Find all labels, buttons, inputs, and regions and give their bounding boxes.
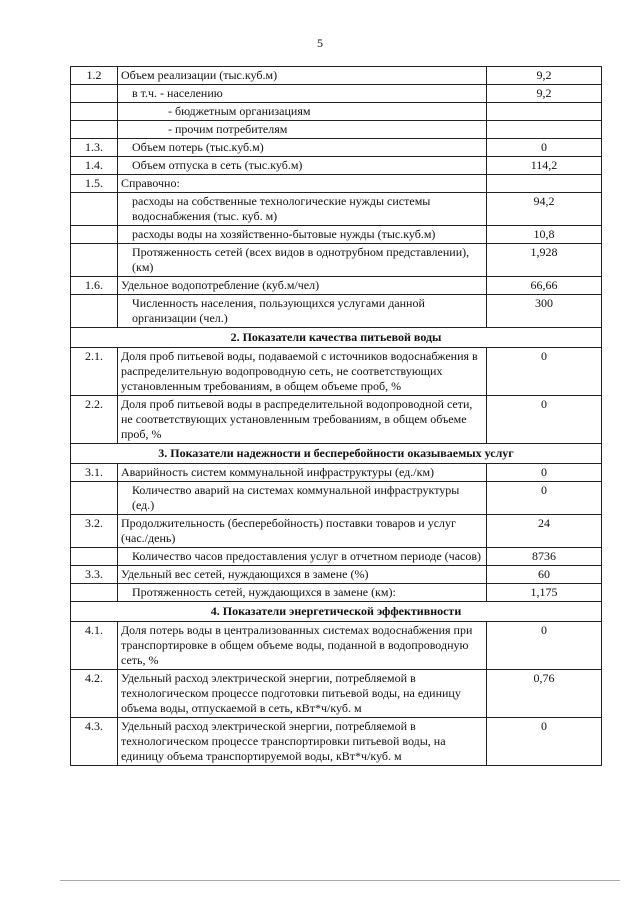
table-row xyxy=(71,67,602,85)
row-value: 0 xyxy=(487,718,602,766)
row-value: 114,2 xyxy=(487,157,602,175)
row-number xyxy=(71,121,118,139)
table-row xyxy=(71,348,602,396)
row-description: Доля потерь воды в централизованных системах водоснабжения при транспортировке в общем объеме воды, поданной в водопроводную сеть, % xyxy=(118,622,487,670)
row-number: 4.3. xyxy=(71,718,118,766)
row-value: 300 xyxy=(487,295,602,328)
section-header-row xyxy=(71,328,602,348)
row-description: Количество часов предоставления услуг в отчетном периоде (часов) xyxy=(118,548,487,566)
table-row xyxy=(71,277,602,295)
table-row xyxy=(71,244,602,277)
table-row xyxy=(71,670,602,718)
section-header-row xyxy=(71,444,602,464)
row-value: 1,175 xyxy=(487,584,602,602)
table-row xyxy=(71,226,602,244)
row-description: Удельный расход электрической энергии, потребляемой в технологическом процессе подготовки питьевой воды, на единицу объема воды, отпускаемой в сеть, кВт*ч/куб. м xyxy=(118,670,487,718)
table-row xyxy=(71,139,602,157)
row-number: 3.2. xyxy=(71,515,118,548)
row-number: 1.4. xyxy=(71,157,118,175)
table-row xyxy=(71,566,602,584)
section-title: 3. Показатели надежности и бесперебойности оказываемых услуг xyxy=(71,444,602,464)
row-value: 0 xyxy=(487,622,602,670)
table-row xyxy=(71,584,602,602)
row-number: 1.6. xyxy=(71,277,118,295)
row-value: 0 xyxy=(487,348,602,396)
row-value xyxy=(487,175,602,193)
row-description: Численность населения, пользующихся услугами данной организации (чел.) xyxy=(118,295,487,328)
row-description: Количество аварий на системах коммунальной инфраструктуры (ед.) xyxy=(118,482,487,515)
row-number: 2.2. xyxy=(71,396,118,444)
row-value xyxy=(487,103,602,121)
row-number: 1.3. xyxy=(71,139,118,157)
row-description: расходы воды на хозяйственно-бытовые нужды (тыс.куб.м) xyxy=(118,226,487,244)
row-value: 1,928 xyxy=(487,244,602,277)
row-number: 3.1. xyxy=(71,464,118,482)
row-value: 0 xyxy=(487,396,602,444)
row-number xyxy=(71,244,118,277)
row-description: Объем потерь (тыс.куб.м) xyxy=(118,139,487,157)
row-number xyxy=(71,482,118,515)
row-number: 2.1. xyxy=(71,348,118,396)
table-row xyxy=(71,103,602,121)
row-value: 60 xyxy=(487,566,602,584)
row-value: 8736 xyxy=(487,548,602,566)
row-description: Удельный вес сетей, нуждающихся в замене (%) xyxy=(118,566,487,584)
table-row xyxy=(71,718,602,766)
row-number xyxy=(71,193,118,226)
row-number xyxy=(71,548,118,566)
row-value: 9,2 xyxy=(487,67,602,85)
row-number: 4.2. xyxy=(71,670,118,718)
row-value: 10,8 xyxy=(487,226,602,244)
indicators-table-body xyxy=(71,67,602,766)
table-row xyxy=(71,548,602,566)
row-number: 1.2 xyxy=(71,67,118,85)
row-value: 0 xyxy=(487,139,602,157)
row-value: 94,2 xyxy=(487,193,602,226)
table-row xyxy=(71,396,602,444)
row-description: Справочно: xyxy=(118,175,487,193)
row-description: в т.ч. - населению xyxy=(118,85,487,103)
section-title: 4. Показатели энергетической эффективности xyxy=(71,602,602,622)
section-header-row xyxy=(71,602,602,622)
row-description: Протяженность сетей, нуждающихся в замене (км): xyxy=(118,584,487,602)
table-row xyxy=(71,515,602,548)
row-number xyxy=(71,226,118,244)
row-description: - бюджетным организациям xyxy=(118,103,487,121)
row-value: 0 xyxy=(487,482,602,515)
row-description: Продолжительность (бесперебойность) поставки товаров и услуг (час./день) xyxy=(118,515,487,548)
row-number xyxy=(71,584,118,602)
row-value: 66,66 xyxy=(487,277,602,295)
row-value: 0 xyxy=(487,464,602,482)
row-description: Объем отпуска в сеть (тыс.куб.м) xyxy=(118,157,487,175)
row-description: Протяженность сетей (всех видов в однотрубном представлении), (км) xyxy=(118,244,487,277)
row-number: 3.3. xyxy=(71,566,118,584)
table-row xyxy=(71,85,602,103)
row-description: Объем реализации (тыс.куб.м) xyxy=(118,67,487,85)
row-value xyxy=(487,121,602,139)
row-number xyxy=(71,103,118,121)
row-number: 1.5. xyxy=(71,175,118,193)
table-row xyxy=(71,482,602,515)
table-row xyxy=(71,464,602,482)
section-title: 2. Показатели качества питьевой воды xyxy=(71,328,602,348)
table-row xyxy=(71,193,602,226)
row-value: 9,2 xyxy=(487,85,602,103)
table-row xyxy=(71,157,602,175)
table-row xyxy=(71,622,602,670)
page-number: 5 xyxy=(317,36,323,50)
table-row xyxy=(71,175,602,193)
row-description: Аварийность систем коммунальной инфраструктуры (ед./км) xyxy=(118,464,487,482)
table-row xyxy=(71,295,602,328)
row-description: - прочим потребителям xyxy=(118,121,487,139)
row-description: Удельное водопотребление (куб.м/чел) xyxy=(118,277,487,295)
row-description: расходы на собственные технологические нужды системы водоснабжения (тыс. куб. м) xyxy=(118,193,487,226)
row-number xyxy=(71,295,118,328)
table-row xyxy=(71,121,602,139)
row-description: Удельный расход электрической энергии, потребляемой в технологическом процессе транспортировки питьевой воды, на единицу объема транспортируемой воды, кВт*ч/куб. м xyxy=(118,718,487,766)
row-value: 0,76 xyxy=(487,670,602,718)
row-number xyxy=(71,85,118,103)
row-number: 4.1. xyxy=(71,622,118,670)
row-value: 24 xyxy=(487,515,602,548)
row-description: Доля проб питьевой воды, подаваемой с источников водоснабжения в распределительную водопроводную сеть, не соответствующих установленным требованиям, в общем объеме проб, % xyxy=(118,348,487,396)
page-bottom-divider xyxy=(60,880,620,881)
indicators-table xyxy=(70,66,602,766)
row-description: Доля проб питьевой воды в распределительной водопроводной сети, не соответствующих установленным требованиям, в общем объеме проб, % xyxy=(118,396,487,444)
